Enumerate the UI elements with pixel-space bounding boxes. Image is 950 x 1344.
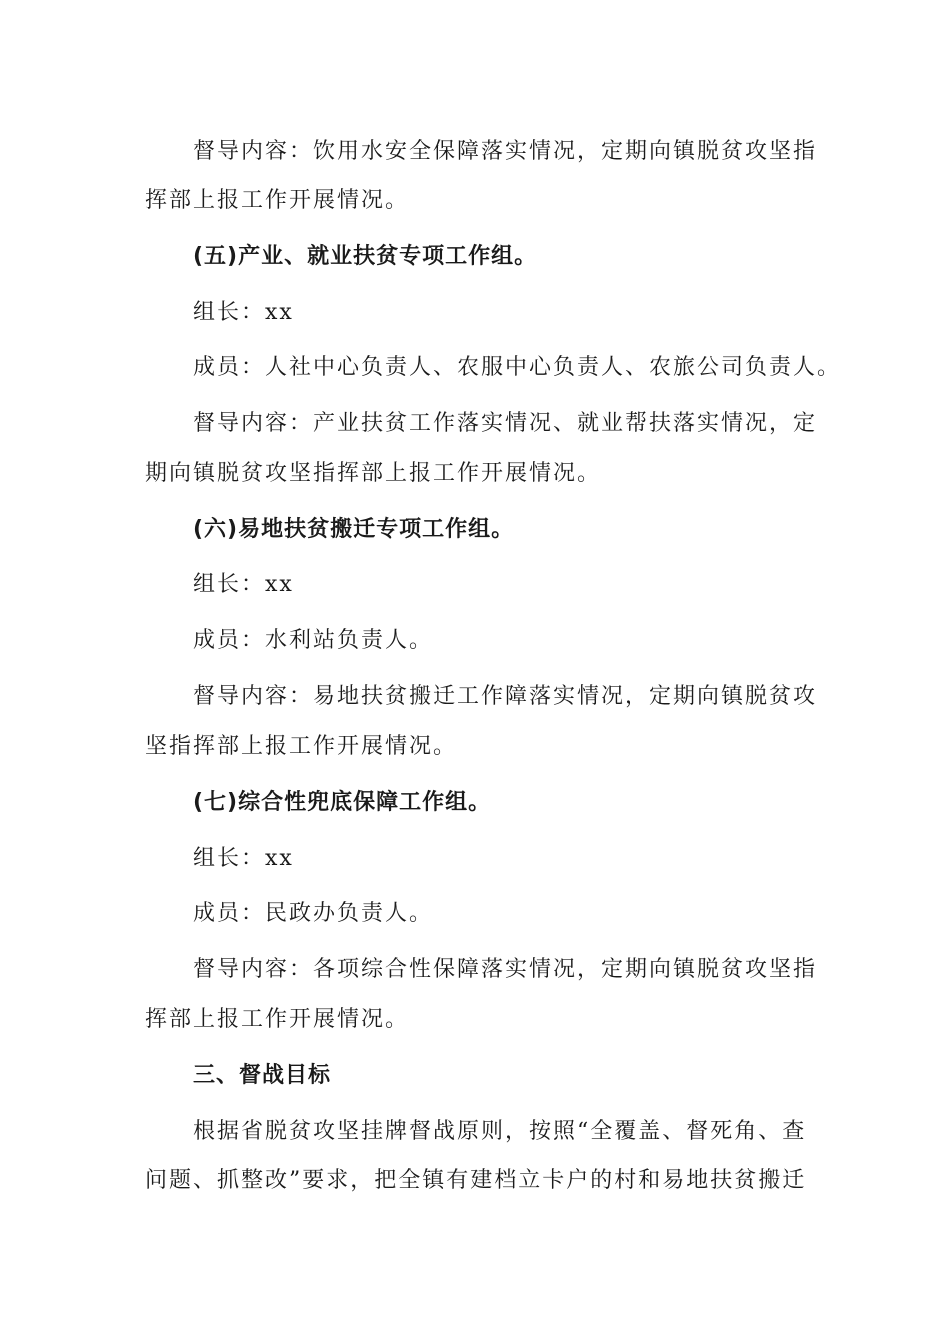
paragraph-supervision-5-line1: 督导内容：产业扶贫工作落实情况、就业帮扶落实情况，定 — [193, 411, 818, 436]
section-heading-6: (六)易地扶贫搬迁专项工作组。 — [193, 517, 515, 542]
paragraph-supervision-7-line2: 挥部上报工作开展情况。 — [145, 1007, 410, 1032]
chapter-heading-3: 三、督战目标 — [193, 1063, 332, 1088]
paragraph-supervision-7-line1: 督导内容：各项综合性保障落实情况，定期向镇脱贫攻坚指 — [193, 957, 818, 982]
paragraph-supervision-5-line2: 期向镇脱贫攻坚指挥部上报工作开展情况。 — [145, 461, 602, 486]
paragraph-supervision-6-line2: 坚指挥部上报工作开展情况。 — [145, 734, 458, 759]
paragraph-supervision-water-line1: 督导内容：饮用水安全保障落实情况，定期向镇脱贫攻坚指 — [193, 139, 818, 164]
paragraph-goal-line1: 根据省脱贫攻坚挂牌督战原则，按照“全覆盖、督死角、查 — [193, 1119, 807, 1144]
group-members-6: 成员：水利站负责人。 — [193, 628, 434, 653]
paragraph-goal-line2: 问题、抓整改”要求，把全镇有建档立卡户的村和易地扶贫搬迁 — [145, 1168, 807, 1193]
group-leader-7: 组长：xx — [193, 846, 294, 871]
section-heading-7: (七)综合性兜底保障工作组。 — [193, 790, 492, 815]
paragraph-supervision-water-line2: 挥部上报工作开展情况。 — [145, 188, 410, 213]
paragraph-supervision-6-line1: 督导内容：易地扶贫搬迁工作障落实情况，定期向镇脱贫攻 — [193, 684, 818, 709]
group-leader-5: 组长：xx — [193, 300, 294, 325]
group-members-7: 成员：民政办负责人。 — [193, 901, 434, 926]
group-leader-6: 组长：xx — [193, 572, 294, 597]
group-members-5: 成员：人社中心负责人、农服中心负责人、农旅公司负责人。 — [193, 355, 842, 380]
section-heading-5: (五)产业、就业扶贫专项工作组。 — [193, 244, 538, 269]
